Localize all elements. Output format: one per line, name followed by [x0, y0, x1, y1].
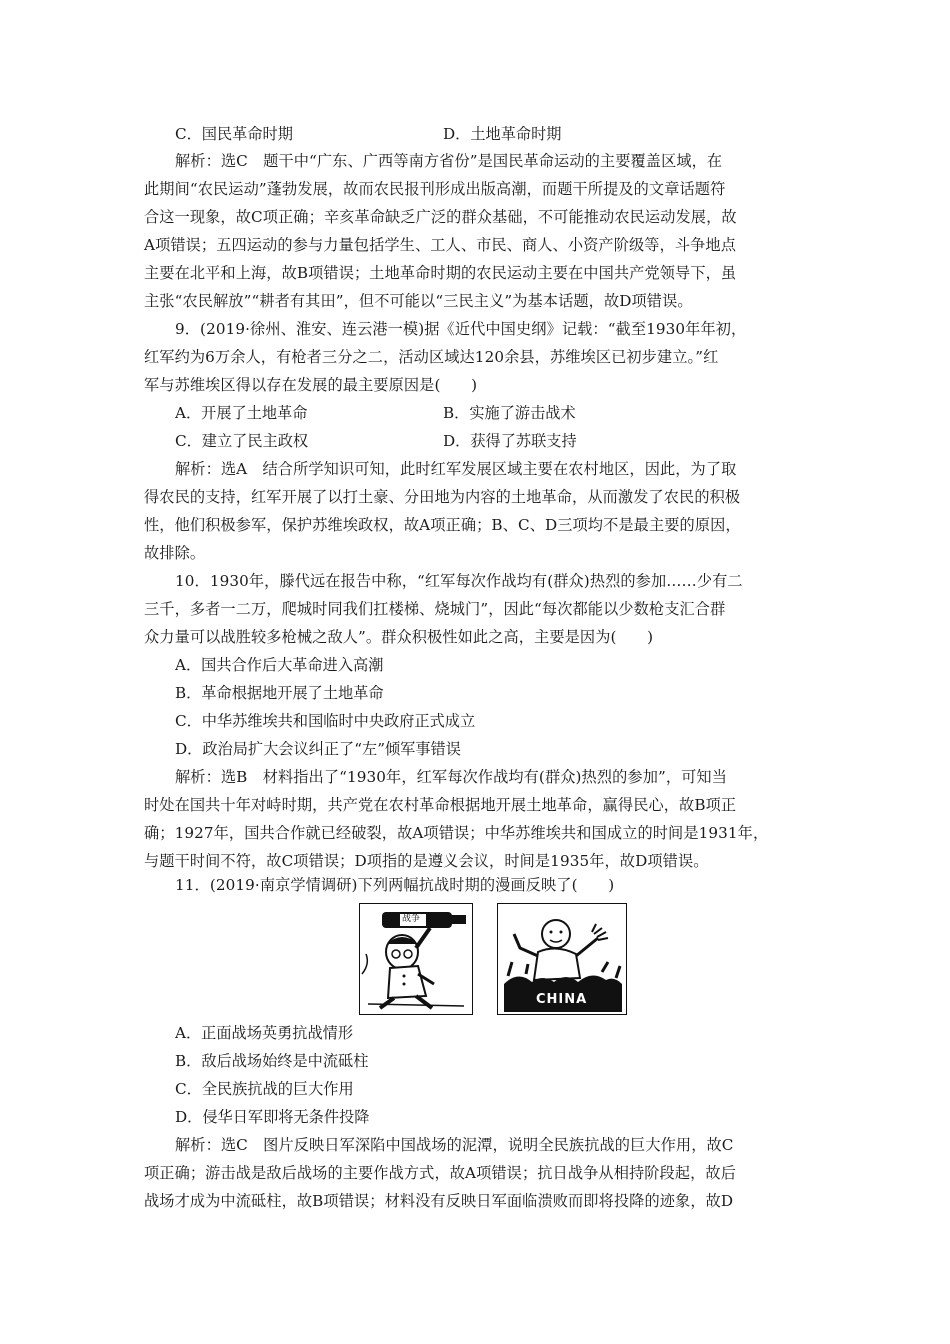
- q9-option-b: B．实施了游击战术: [443, 404, 576, 422]
- q11-option-c: C．全民族抗战的巨大作用: [175, 1080, 354, 1098]
- q10-analysis-line: 时处在国共十年对峙时期，共产党在农村革命根据地开展土地革命，赢得民心，故B项正: [144, 796, 737, 814]
- q10-analysis-line: 解析：选B 材料指出了“1930年，红军每次作战均有(群众)热烈的参加”，可知当: [175, 768, 728, 786]
- q9-option-c: C．建立了民主政权: [175, 432, 309, 450]
- cartoon-bottle-label: 战争: [402, 914, 421, 924]
- q10-option-d: D．政治局扩大会议纠正了“左”倾军事错误: [175, 740, 461, 758]
- q9-option-d: D．获得了苏联支持: [443, 432, 577, 450]
- cartoon-soldier-image: [359, 903, 473, 1015]
- q10-stem-line: 10．1930年，滕代远在报告中称，“红军每次作战均有(群众)热烈的参加……少有二: [175, 572, 743, 590]
- q9-analysis-line: 性，他们积极参军，保护苏维埃政权，故A项正确；B、C、D三项均不是最主要的原因，: [144, 516, 741, 534]
- q10-option-b: B．革命根据地开展了土地革命: [175, 684, 384, 702]
- q8-option-c: C．国民革命时期: [175, 125, 293, 143]
- q11-option-b: B．敌后战场始终是中流砥柱: [175, 1052, 369, 1070]
- q11-analysis-line: 解析：选C 图片反映日军深陷中国战场的泥潭，说明全民族抗战的巨大作用，故C: [175, 1136, 734, 1154]
- q9-stem-line: 红军约为6万余人，有枪者三分之二，活动区域达120余县，苏维埃区已初步建立。”红: [144, 348, 719, 366]
- q11-option-d: D．侵华日军即将无条件投降: [175, 1108, 370, 1126]
- q10-analysis-line: 与题干时间不符，故C项错误；D项指的是遵义会议，时间是1935年，故D项错误。: [144, 852, 709, 870]
- q9-analysis-line: 故排除。: [144, 544, 206, 562]
- q11-analysis-line: 战场才成为中流砥柱，故B项错误；材料没有反映日军面临溃败而即将投降的迹象，故D: [144, 1192, 734, 1210]
- q8-analysis-line: 合这一现象，故C项正确；辛亥革命缺乏广泛的群众基础，不可能推动农民运动发展，故: [144, 208, 737, 226]
- q9-option-a: A．开展了土地革命: [175, 404, 308, 422]
- q11-option-a: A．正面战场英勇抗战情形: [175, 1024, 354, 1042]
- q10-option-a: A．国共合作后大革命进入高潮: [175, 656, 384, 674]
- q8-analysis-line: A项错误；五四运动的参与力量包括学生、工人、市民、商人、小资产阶级等，斗争地点: [144, 236, 736, 254]
- q9-analysis-line: 解析：选A 结合所学知识可知，此时红军发展区域主要在农村地区，因此，为了取: [175, 460, 737, 478]
- q10-option-c: C．中华苏维埃共和国临时中央政府正式成立: [175, 712, 476, 730]
- q8-analysis-line: 此期间“农民运动”蓬勃发展，故而农民报刊形成出版高潮，而题干所提及的文章话题符: [144, 180, 726, 198]
- q10-stem-line: 三千，多者一二万，爬城时同我们扛楼梯、烧城门”，因此“每次都能以少数枪支汇合群: [144, 600, 726, 618]
- q9-analysis-line: 得农民的支持，红军开展了以打土豪、分田地为内容的土地革命，从而激发了农民的积极: [144, 488, 741, 506]
- cartoon-china-image: [497, 903, 627, 1015]
- q11-analysis-line: 项正确；游击战是敌后战场的主要作战方式，故A项错误；抗日战争从相持阶段起，故后: [144, 1164, 736, 1182]
- q8-analysis-line: 主张“农民解放”“耕者有其田”，但不可能以“三民主义”为基本话题，故D项错误。: [144, 292, 693, 310]
- q11-stem-line: 11．(2019·南京学情调研)下列两幅抗战时期的漫画反映了( ): [175, 876, 615, 894]
- cartoon-china-label: CHINA: [536, 992, 588, 1007]
- q8-option-d: D．土地革命时期: [443, 125, 562, 143]
- q10-stem-line: 众力量可以战胜较多枪械之敌人”。群众积极性如此之高，主要是因为( ): [144, 628, 654, 646]
- q9-stem-line: 9．(2019·徐州、淮安、连云港一模)据《近代中国史纲》记载：“截至1930年年初，: [175, 320, 747, 338]
- q10-analysis-line: 确；1927年，国共合作就已经破裂，故A项错误；中华苏维埃共和国成立的时间是1931年，: [144, 824, 769, 842]
- q8-analysis-line: 主要在北平和上海，故B项错误；土地革命时期的农民运动主要在中国共产党领导下，虽: [144, 264, 737, 282]
- q8-analysis-line: 解析：选C 题干中“广东、广西等南方省份”是国民革命运动的主要覆盖区域，在: [175, 152, 723, 170]
- q9-stem-line: 军与苏维埃区得以存在发展的最主要原因是( ): [144, 376, 478, 394]
